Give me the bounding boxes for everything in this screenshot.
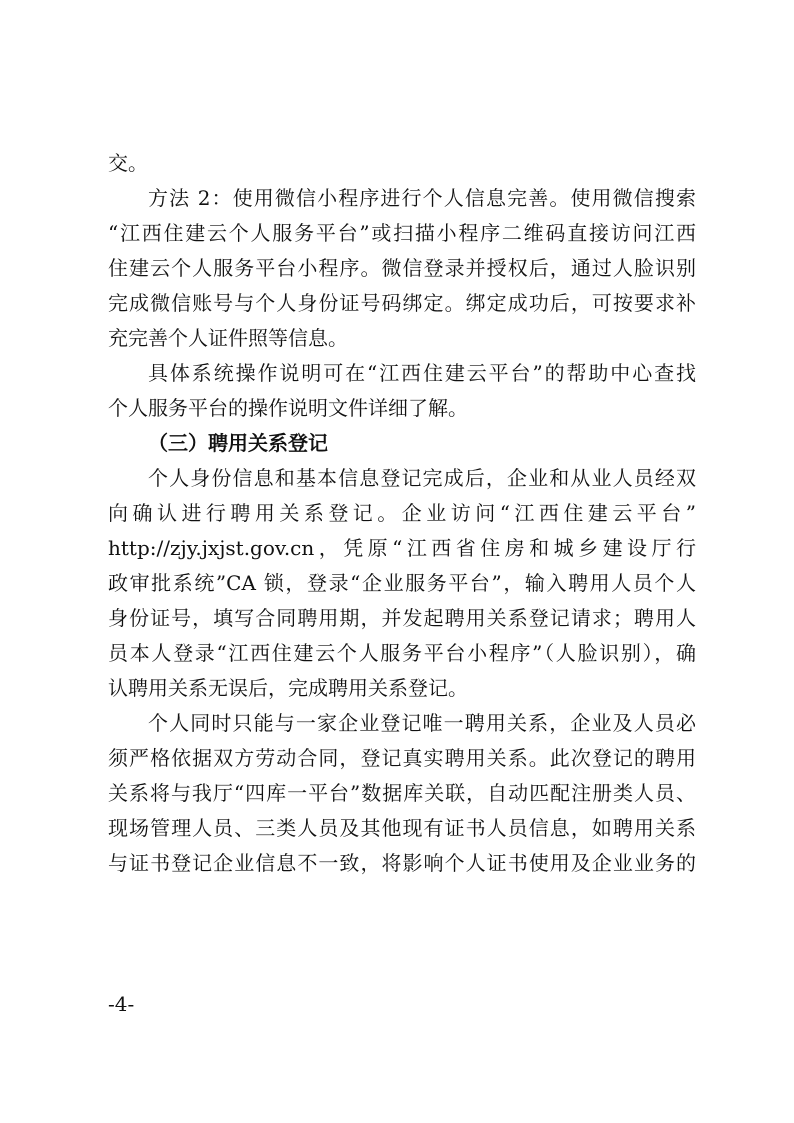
paragraph-line: 现场管理人员、三类人员及其他现有证书人员信息，如聘用关系 <box>108 816 696 840</box>
paragraph-line: 个人同时只能与一家企业登记唯一聘用关系，企业及人员必 <box>148 711 696 735</box>
document-body <box>108 146 696 881</box>
paragraph-line: 员本人登录“江西住建云个人服务平台小程序”（人脸识别），确 <box>108 641 696 665</box>
paragraph-line: 身份证号，填写合同聘用期，并发起聘用关系登记请求；聘用人 <box>108 606 696 630</box>
paragraph-line: “江西住建云个人服务平台”或扫描小程序二维码直接访问江西 <box>108 221 696 245</box>
section-heading: （三）聘用关系登记 <box>148 431 328 455</box>
paragraph-line: 充完善个人证件照等信息。 <box>108 326 348 350</box>
url-line: http://zjy.jxjst.gov.cn，凭原“江西省住房和城乡建设厅行 <box>108 536 696 560</box>
paragraph-line: 个人服务平台的操作说明文件详细了解。 <box>108 396 468 420</box>
paragraph-line: 住建云个人服务平台小程序。微信登录并授权后，通过人脸识别 <box>108 256 696 280</box>
paragraph-line: 政审批系统”CA 锁，登录“企业服务平台”，输入聘用人员个人 <box>108 571 696 595</box>
page-number: -4- <box>108 992 135 1016</box>
paragraph-line: 与证书登记企业信息不一致，将影响个人证书使用及企业业务的 <box>108 851 696 875</box>
paragraph-line: 向确认进行聘用关系登记。企业访问“江西住建云平台” <box>108 501 696 525</box>
paragraph-line: 认聘用关系无误后，完成聘用关系登记。 <box>108 676 468 700</box>
paragraph-line: 具体系统操作说明可在“江西住建云平台”的帮助中心查找 <box>148 361 696 385</box>
paragraph-line: 个人身份信息和基本信息登记完成后，企业和从业人员经双 <box>148 466 696 490</box>
paragraph-line: 交。 <box>108 151 148 175</box>
paragraph-line: 方法 2：使用微信小程序进行个人信息完善。使用微信搜索 <box>148 186 696 210</box>
paragraph-line: 须严格依据双方劳动合同，登记真实聘用关系。此次登记的聘用 <box>108 746 696 770</box>
paragraph-line: 完成微信账号与个人身份证号码绑定。绑定成功后，可按要求补 <box>108 291 696 315</box>
paragraph-line: 关系将与我厅“四库一平台”数据库关联，自动匹配注册类人员、 <box>108 781 696 805</box>
